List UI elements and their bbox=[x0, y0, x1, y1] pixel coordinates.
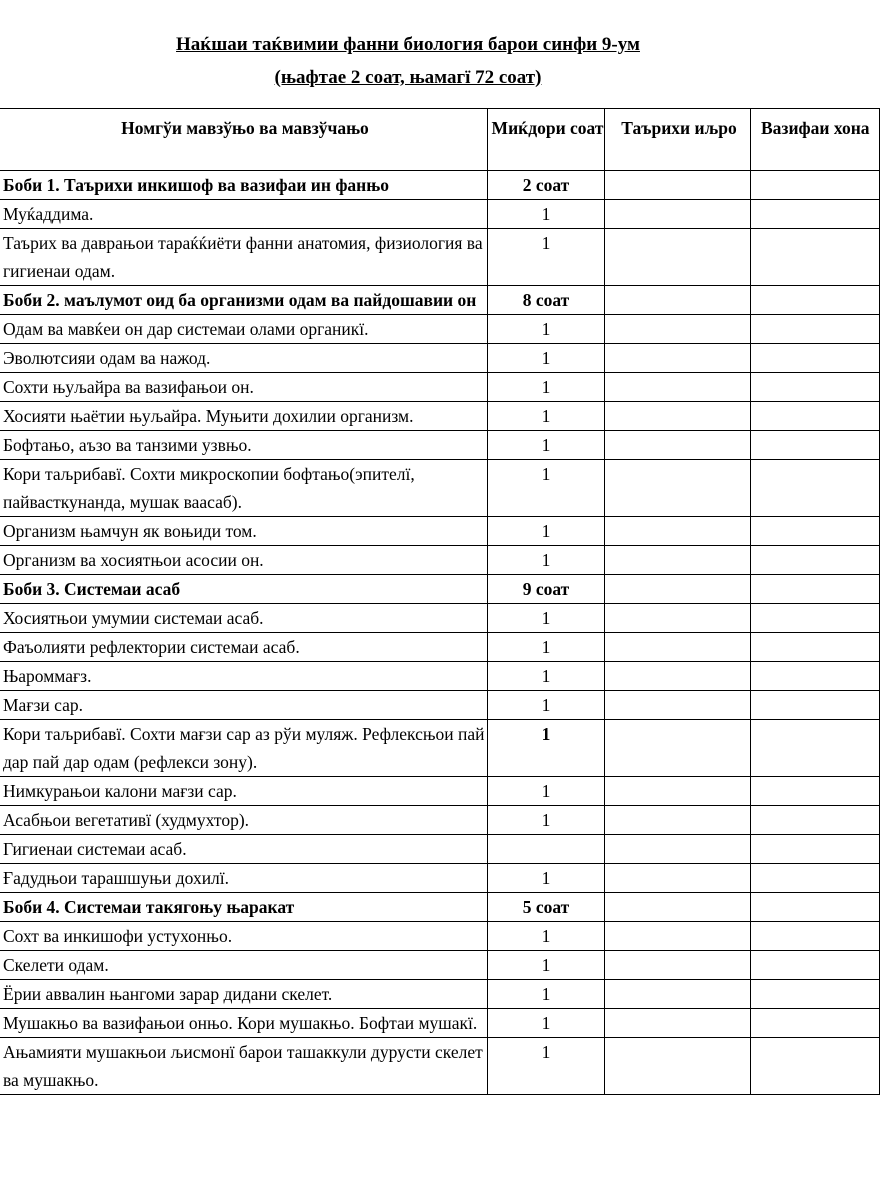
topic-cell: Хосиятњои умумии системаи асаб. bbox=[0, 604, 488, 633]
hours-cell: 1 bbox=[488, 720, 605, 777]
lesson-plan-table bbox=[0, 108, 880, 1095]
date-cell bbox=[605, 922, 751, 951]
table-row bbox=[0, 1038, 880, 1095]
date-cell bbox=[605, 633, 751, 662]
table-row bbox=[0, 633, 880, 662]
homework-cell bbox=[751, 373, 880, 402]
table-row bbox=[0, 922, 880, 951]
topic-cell: Муќаддима. bbox=[0, 200, 488, 229]
table-row bbox=[0, 402, 880, 431]
homework-cell bbox=[751, 402, 880, 431]
table-row bbox=[0, 373, 880, 402]
hours-cell: 1 bbox=[488, 517, 605, 546]
date-cell bbox=[605, 777, 751, 806]
hours-cell: 1 bbox=[488, 951, 605, 980]
hours-cell: 5 соат bbox=[488, 893, 605, 922]
date-cell bbox=[605, 951, 751, 980]
date-cell bbox=[605, 200, 751, 229]
topic-cell: Боби 4. Системаи такягоњу њаракат bbox=[0, 893, 488, 922]
table-row bbox=[0, 980, 880, 1009]
homework-cell bbox=[751, 864, 880, 893]
header-hours: Миќдори соат bbox=[488, 109, 605, 171]
date-cell bbox=[605, 1038, 751, 1095]
date-cell bbox=[605, 315, 751, 344]
topic-cell: Организм њамчун як воњиди том. bbox=[0, 517, 488, 546]
topic-cell: Одам ва мавќеи он дар системаи олами органикї. bbox=[0, 315, 488, 344]
table-row bbox=[0, 864, 880, 893]
topic-cell: Сохт ва инкишофи устухонњо. bbox=[0, 922, 488, 951]
homework-cell bbox=[751, 171, 880, 200]
topic-cell: Ёрии аввалин њангоми зарар дидани скелет. bbox=[0, 980, 488, 1009]
hours-cell: 1 bbox=[488, 691, 605, 720]
date-cell bbox=[605, 575, 751, 604]
table-row bbox=[0, 604, 880, 633]
table-row bbox=[0, 344, 880, 373]
topic-cell: Кори таљрибавї. Сохти микроскопии бофтањо(эпителї, пайвасткунанда, мушак ваасаб). bbox=[0, 460, 488, 517]
topic-cell: Боби 2. маълумот оид ба организми одам ва пайдошавии он bbox=[0, 286, 488, 315]
date-cell bbox=[605, 864, 751, 893]
header-topic: Номгўи мавзўњо ва мавзўчањо bbox=[0, 109, 488, 171]
hours-cell: 1 bbox=[488, 604, 605, 633]
homework-cell bbox=[751, 922, 880, 951]
homework-cell bbox=[751, 431, 880, 460]
table-row bbox=[0, 777, 880, 806]
homework-cell bbox=[751, 575, 880, 604]
date-cell bbox=[605, 431, 751, 460]
homework-cell bbox=[751, 720, 880, 777]
hours-cell: 1 bbox=[488, 229, 605, 286]
hours-cell: 1 bbox=[488, 546, 605, 575]
homework-cell bbox=[751, 315, 880, 344]
hours-cell: 1 bbox=[488, 402, 605, 431]
hours-cell: 1 bbox=[488, 344, 605, 373]
homework-cell bbox=[751, 806, 880, 835]
hours-cell: 1 bbox=[488, 633, 605, 662]
table-row bbox=[0, 431, 880, 460]
hours-cell: 1 bbox=[488, 777, 605, 806]
table-section-row bbox=[0, 286, 880, 315]
hours-cell: 1 bbox=[488, 200, 605, 229]
hours-cell: 1 bbox=[488, 864, 605, 893]
table-row bbox=[0, 951, 880, 980]
homework-cell bbox=[751, 286, 880, 315]
homework-cell bbox=[751, 951, 880, 980]
header-date: Таърихи иљро bbox=[605, 109, 751, 171]
hours-cell: 2 соат bbox=[488, 171, 605, 200]
table-row bbox=[0, 200, 880, 229]
homework-cell bbox=[751, 1038, 880, 1095]
table-section-row bbox=[0, 893, 880, 922]
date-cell bbox=[605, 517, 751, 546]
table-header-row bbox=[0, 109, 880, 171]
document-subtitle: (њафтае 2 соат, њамагї 72 соат) bbox=[274, 67, 542, 88]
date-cell bbox=[605, 720, 751, 777]
topic-cell: Таърих ва даврањои тараќќиёти фанни анатомия, физиология ва гигиенаи одам. bbox=[0, 229, 488, 286]
topic-cell: Асабњои вегетативї (худмухтор). bbox=[0, 806, 488, 835]
topic-cell: Њароммағз. bbox=[0, 662, 488, 691]
homework-cell bbox=[751, 893, 880, 922]
topic-cell: Ањамияти мушакњои љисмонї барои ташаккули дурусти скелет ва мушакњо. bbox=[0, 1038, 488, 1095]
date-cell bbox=[605, 286, 751, 315]
topic-cell: Скелети одам. bbox=[0, 951, 488, 980]
table-row bbox=[0, 229, 880, 286]
table-row bbox=[0, 315, 880, 344]
topic-cell: Сохти њуљайра ва вазифањои он. bbox=[0, 373, 488, 402]
date-cell bbox=[605, 546, 751, 575]
hours-cell: 1 bbox=[488, 806, 605, 835]
topic-cell: Мушакњо ва вазифањои онњо. Кори мушакњо. Бофтаи мушакї. bbox=[0, 1009, 488, 1038]
date-cell bbox=[605, 980, 751, 1009]
hours-cell: 1 bbox=[488, 460, 605, 517]
hours-cell: 1 bbox=[488, 922, 605, 951]
table-row bbox=[0, 835, 880, 864]
topic-cell: Кори таљрибавї. Сохти мағзи сар аз рўи муляж. Рефлексњои пай дар пай дар одам (рефлекси зону). bbox=[0, 720, 488, 777]
hours-cell: 1 bbox=[488, 1038, 605, 1095]
hours-cell: 1 bbox=[488, 980, 605, 1009]
homework-cell bbox=[751, 344, 880, 373]
date-cell bbox=[605, 835, 751, 864]
date-cell bbox=[605, 893, 751, 922]
homework-cell bbox=[751, 517, 880, 546]
homework-cell bbox=[751, 835, 880, 864]
table-row bbox=[0, 691, 880, 720]
homework-cell bbox=[751, 691, 880, 720]
homework-cell bbox=[751, 777, 880, 806]
hours-cell bbox=[488, 835, 605, 864]
hours-cell: 1 bbox=[488, 431, 605, 460]
homework-cell bbox=[751, 604, 880, 633]
topic-cell: Организм ва хосиятњои асосии он. bbox=[0, 546, 488, 575]
hours-cell: 1 bbox=[488, 1009, 605, 1038]
homework-cell bbox=[751, 662, 880, 691]
topic-cell: Боби 3. Системаи асаб bbox=[0, 575, 488, 604]
topic-cell: Нимкурањои калони мағзи сар. bbox=[0, 777, 488, 806]
homework-cell bbox=[751, 460, 880, 517]
table-row bbox=[0, 662, 880, 691]
hours-cell: 1 bbox=[488, 662, 605, 691]
homework-cell bbox=[751, 200, 880, 229]
homework-cell bbox=[751, 546, 880, 575]
topic-cell: Боби 1. Таърихи инкишоф ва вазифаи ин фанњо bbox=[0, 171, 488, 200]
date-cell bbox=[605, 373, 751, 402]
date-cell bbox=[605, 662, 751, 691]
table-section-row bbox=[0, 171, 880, 200]
date-cell bbox=[605, 1009, 751, 1038]
homework-cell bbox=[751, 633, 880, 662]
table-row bbox=[0, 1009, 880, 1038]
topic-cell: Гигиенаи системаи асаб. bbox=[0, 835, 488, 864]
date-cell bbox=[605, 229, 751, 286]
table-row bbox=[0, 460, 880, 517]
date-cell bbox=[605, 344, 751, 373]
table-section-row bbox=[0, 575, 880, 604]
homework-cell bbox=[751, 1009, 880, 1038]
hours-cell: 9 соат bbox=[488, 575, 605, 604]
date-cell bbox=[605, 402, 751, 431]
topic-cell: Мағзи сар. bbox=[0, 691, 488, 720]
topic-cell: Фаъолияти рефлектории системаи асаб. bbox=[0, 633, 488, 662]
table-row bbox=[0, 546, 880, 575]
topic-cell: Ғадудњои тарашшуњи дохилї. bbox=[0, 864, 488, 893]
date-cell bbox=[605, 806, 751, 835]
header-homework: Вазифаи хона bbox=[751, 109, 880, 171]
table-row bbox=[0, 806, 880, 835]
homework-cell bbox=[751, 229, 880, 286]
hours-cell: 1 bbox=[488, 315, 605, 344]
document-title: Наќшаи таќвимии фанни биология барои синфи 9-ум bbox=[176, 34, 640, 55]
date-cell bbox=[605, 460, 751, 517]
date-cell bbox=[605, 691, 751, 720]
hours-cell: 8 соат bbox=[488, 286, 605, 315]
hours-cell: 1 bbox=[488, 373, 605, 402]
table-row bbox=[0, 720, 880, 777]
date-cell bbox=[605, 604, 751, 633]
date-cell bbox=[605, 171, 751, 200]
topic-cell: Эволютсияи одам ва нажод. bbox=[0, 344, 488, 373]
topic-cell: Хосияти њаётии њуљайра. Муњити дохилии организм. bbox=[0, 402, 488, 431]
homework-cell bbox=[751, 980, 880, 1009]
topic-cell: Бофтањо, аъзо ва танзими узвњо. bbox=[0, 431, 488, 460]
table-row bbox=[0, 517, 880, 546]
